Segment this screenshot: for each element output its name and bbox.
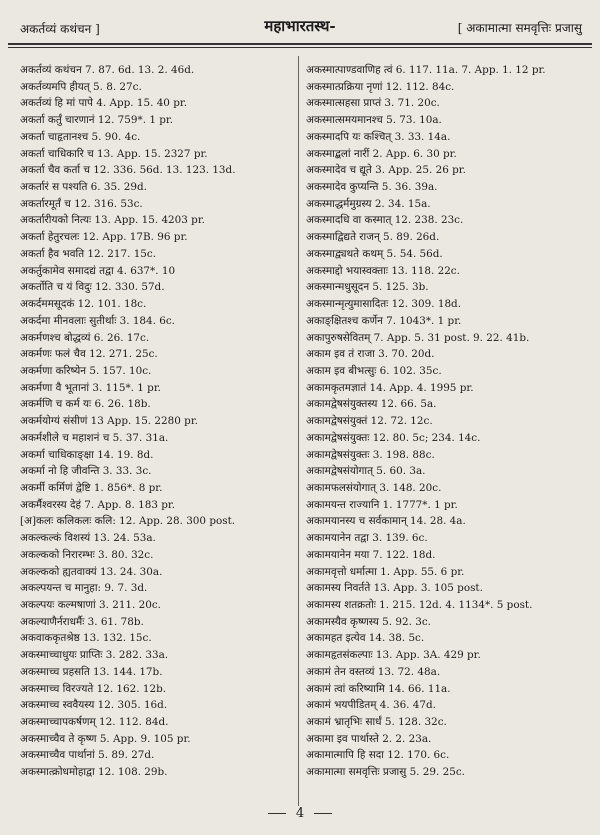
index-entry: अकामस्य निवर्तते 13. App. 3. 105 post. — [306, 582, 483, 595]
index-entry: अकामा इव पार्थास्ते 2. 2. 23a. — [306, 732, 432, 745]
index-entry: अकर्मणः फलं चैव 12. 271. 25c. — [20, 348, 158, 361]
index-entry: अकर्मा चाधिकाङ्क्षा 14. 19. 8d. — [20, 448, 154, 461]
header-left-catchword: अकर्तव्यं कथंचन ] — [20, 22, 100, 36]
index-entry: अकर्तारमूर्तं च 12. 316. 53c. — [20, 197, 143, 210]
index-entry: अकाम इव तं राजा 3. 70. 20d. — [306, 348, 435, 361]
index-entry: अकामं भयपीडितम् 4. 36. 47d. — [306, 699, 436, 712]
index-entry: अकामं भ्रातृभिः सार्धं 5. 128. 32c. — [306, 716, 447, 729]
index-entry: अकस्माच्च स्ववैयस्य 12. 305. 16d. — [20, 699, 168, 712]
index-entry: अकर्तारीयको नित्यः 13. App. 15. 4203 pr. — [20, 214, 205, 227]
index-entry: अकस्मात्क्रोधमोहाद्वा 12. 108. 29b. — [20, 766, 168, 779]
index-entry: अकस्मात्पाण्डवाणिह त्वं 6. 117. 11a. 7. App. 1. 12 pr. — [306, 64, 546, 76]
index-entry: अकस्मान्मृत्युमासादितः 12. 309. 18d. — [306, 298, 462, 311]
index-entry: अकस्माद्विद्यते राजन् 5. 89. 26d. — [306, 231, 440, 244]
index-entry: अकस्मात्समयमानश्च 5. 73. 10a. — [306, 114, 442, 127]
index-entry: अकल्कको ह्यतवाक्यं 13. 24. 30a. — [20, 565, 163, 578]
left-column — [20, 62, 302, 781]
index-entry: अकर्ता चाधिकारि च 13. App. 15. 2327 pr. — [20, 147, 208, 160]
index-entry: अकर्ता चैव कर्ता च 12. 336. 56d. 13. 123. 13d. — [20, 164, 236, 177]
index-entry: अकामद्वेषसंयुक्तं 12. 72. 12c. — [306, 415, 433, 428]
index-entry: अकर्मी कर्मिणं द्वेष्टि 1. 856*. 8 pr. — [20, 481, 163, 494]
index-entry: अकर्ता चाहृतानश्च 5. 90. 4c. — [20, 130, 141, 143]
index-entry: अकस्माद्बलां नारीं 2. App. 6. 30 pr. — [306, 147, 457, 160]
index-entry: अकर्मणा करिष्येन 5. 157. 10c. — [20, 364, 152, 377]
index-entry: अकस्माच्चापकर्षणम् 12. 112. 84d. — [20, 716, 169, 729]
index-entry: अकर्तुकामेव समादद्यं तद्वा 4. 637*. 10 — [20, 264, 176, 277]
page-footer — [0, 806, 600, 821]
index-entry: अकामवृत्तो धर्मात्मा 1. App. 55. 6 pr. — [306, 565, 465, 578]
index-entry: अकस्मादपि यः कश्चित् 3. 33. 14a. — [306, 130, 451, 143]
index-entry: अकस्मान्मधुसूदन 5. 125. 3b. — [306, 281, 429, 294]
header-title: महाभारतस्थ- — [264, 17, 336, 35]
index-entry: अकामात्मा समवृत्तिः प्रजासु 5. 29. 25c. — [306, 766, 465, 779]
index-entry: अकस्मादधि वा कस्मात् 12. 238. 23c. — [306, 214, 464, 227]
index-entry: अकर्दममसूदकं 12. 101. 18c. — [20, 298, 147, 311]
index-entry: अकामं तेन वस्तव्यं 13. 72. 48a. — [306, 665, 441, 678]
index-entry: अकाङ्क्षितश्च कर्णेन 7. 1043*. 1 pr. — [306, 314, 462, 327]
index-entry: अकल्कको निरारम्भः 3. 80. 32c. — [20, 548, 154, 561]
index-entry: अकर्मणि च कर्म यः 6. 26. 18b. — [20, 398, 151, 411]
index-entry: अकामद्वेषसंयुक्तः 12. 80. 5c; 234. 14c. — [306, 431, 481, 444]
index-entry: अकर्मैश्वरस्य देहं 7. App. 8. 183 pr. — [20, 498, 176, 511]
index-entry: अकल्याणैर्नराधर्मैः 3. 61. 78b. — [20, 615, 144, 628]
index-entry: अकस्मात्प्रक्रिया नृणां 12. 112. 84c. — [306, 80, 455, 93]
index-entry: अकामफलसंयोगात् 3. 148. 20c. — [306, 481, 442, 494]
index-entry: अकामात्मापि हि सदा 12. 170. 6c. — [306, 749, 450, 762]
index-entry: अकर्ता हैव भवति 12. 217. 15c. — [20, 247, 157, 260]
index-entry: अकामद्वेषसंयोगात् 5. 60. 3a. — [306, 465, 426, 478]
index-entry: अकस्माच्चैव पार्थानां 5. 89. 27d. — [20, 749, 155, 762]
index-entry: अकस्मादेव च द्यूते 3. App. 25. 26 pr. — [306, 164, 466, 177]
page-header — [8, 14, 592, 40]
index-entry: अकामस्य शतक्रतोः 1. 215. 12d. 4. 1134*. 5 post. — [306, 599, 533, 611]
index-entry: अकामद्वेषसंयुक्तस्य 12. 66. 5a. — [306, 398, 437, 411]
index-entry: अकर्मणश्च बोद्धव्यं 6. 26. 17c. — [20, 331, 150, 344]
index-entry: अकामस्यैव कृष्णस्य 5. 92. 3c. — [306, 615, 431, 628]
index-entry: अकाम इव बीभत्सुः 6. 102. 35c. — [306, 364, 442, 377]
page-number: 4 — [295, 806, 305, 821]
index-entry: अकस्माद्दो भयास्वक्ताः 13. 118. 22c. — [306, 264, 460, 277]
index-entry: अकस्मात्सहसा प्राप्तं 3. 71. 20c. — [306, 97, 440, 110]
header-right-catchword: [ अकामात्मा समवृत्तिः प्रजासु — [457, 21, 582, 35]
index-entry: अकल्कल्कं विशस्यं 13. 24. 53a. — [20, 532, 156, 545]
index-entry: अकस्माच्च प्रहसति 13. 144. 17b. — [20, 665, 163, 678]
index-entry: अकस्माच्चाधुयः प्राप्तिः 3. 282. 33a. — [20, 649, 169, 662]
index-entry: अकर्तव्यमपि हीयत् 5. 8. 27c. — [20, 80, 142, 93]
index-entry: अकर्मणा वै भूतानां 3. 115*. 1 pr. — [20, 381, 161, 394]
index-entry: अकर्ता कर्तुं चारणानं 12. 759*. 1 pr. — [20, 114, 174, 127]
index-entry: अकर्मा नो हि जीवन्ति 3. 33. 3c. — [20, 465, 152, 478]
index-entry: अकामहृतसंकल्पाः 13. App. 3A. 429 pr. — [306, 649, 481, 662]
footer-dash-left — [268, 813, 286, 814]
footer-dash-right — [314, 813, 332, 814]
index-entry: अकर्तव्यं कथंचन 7. 87. 6d. 13. 2. 46d. — [20, 64, 195, 76]
index-entry: अकामद्वेषसंयुक्तः 3. 198. 88c. — [306, 448, 435, 461]
index-entry: अकस्माच्चैव ते कृष्ण 5. App. 9. 105 pr. — [20, 732, 191, 745]
index-entry: अकस्माद्व्यथते कथम् 5. 54. 56d. — [306, 247, 443, 260]
index-entry: अकामहत इत्येव 14. 38. 5c. — [306, 632, 425, 645]
index-entry: अकवाककृतश्रेष्ठ 13. 132. 15c. — [20, 632, 152, 645]
index-entry: अकर्ता हेतुरचलः 12. App. 17B. 96 pr. — [20, 231, 188, 244]
index-entry: अकर्दमा मीनवलाः सुतीर्थाः 3. 184. 6c. — [20, 314, 175, 327]
index-entry: अकामकृतमज्ञातं 14. App. 4. 1995 pr. — [306, 381, 474, 394]
right-column — [306, 62, 588, 781]
index-entry: अकामयन्त राज्यानि 1. 1777*. 1 pr. — [306, 498, 458, 511]
index-entry: अकापुरुषसेवितम् 7. App. 5. 31 post. 9. 22. 41b. — [306, 331, 530, 344]
index-entry: अकामयानस्य च सर्वकामान् 14. 28. 4a. — [306, 515, 466, 528]
index-entry: अकर्मयोग्यं संसीणं 13 App. 15. 2280 pr. — [20, 415, 198, 428]
index-entry: अकल्पयन्त च मानुहा: 9. 7. 3d. — [20, 582, 148, 595]
index-entry: अकामयानेन मया 7. 122. 18d. — [306, 548, 436, 561]
index-entry: अकामयानेन तद्वा 3. 139. 6c. — [306, 532, 428, 545]
index-entry: अकर्मशीले च महाशनं च 5. 37. 31a. — [20, 431, 169, 444]
index-entry: अकस्माद्धर्ममुग्रस्य 2. 34. 15a. — [306, 197, 431, 210]
index-entry: अकस्माच्च विरज्यते 12. 162. 12b. — [20, 682, 167, 695]
index-entry: अकर्तारं स पश्यति 6. 35. 29d. — [20, 181, 147, 194]
index-entry: अकस्मादेव कुप्यन्ति 5. 36. 39a. — [306, 181, 438, 194]
header-rule-thin — [8, 47, 592, 48]
index-entry: अकल्पयः कल्मषाणां 3. 211. 20c. — [20, 599, 161, 611]
index-entry: अकामं त्वां करिष्यामि 14. 66. 11a. — [306, 682, 451, 695]
index-entry: [अ]कलः कलिकलः कलि: 12. App. 28. 300 post. — [20, 515, 236, 528]
header-rule — [8, 43, 592, 45]
index-entry: अकर्तोति च यं विदुः 12. 330. 57d. — [20, 281, 165, 294]
index-entry: अकर्तव्यं हि मां पापे 4. App. 15. 40 pr. — [20, 97, 188, 110]
